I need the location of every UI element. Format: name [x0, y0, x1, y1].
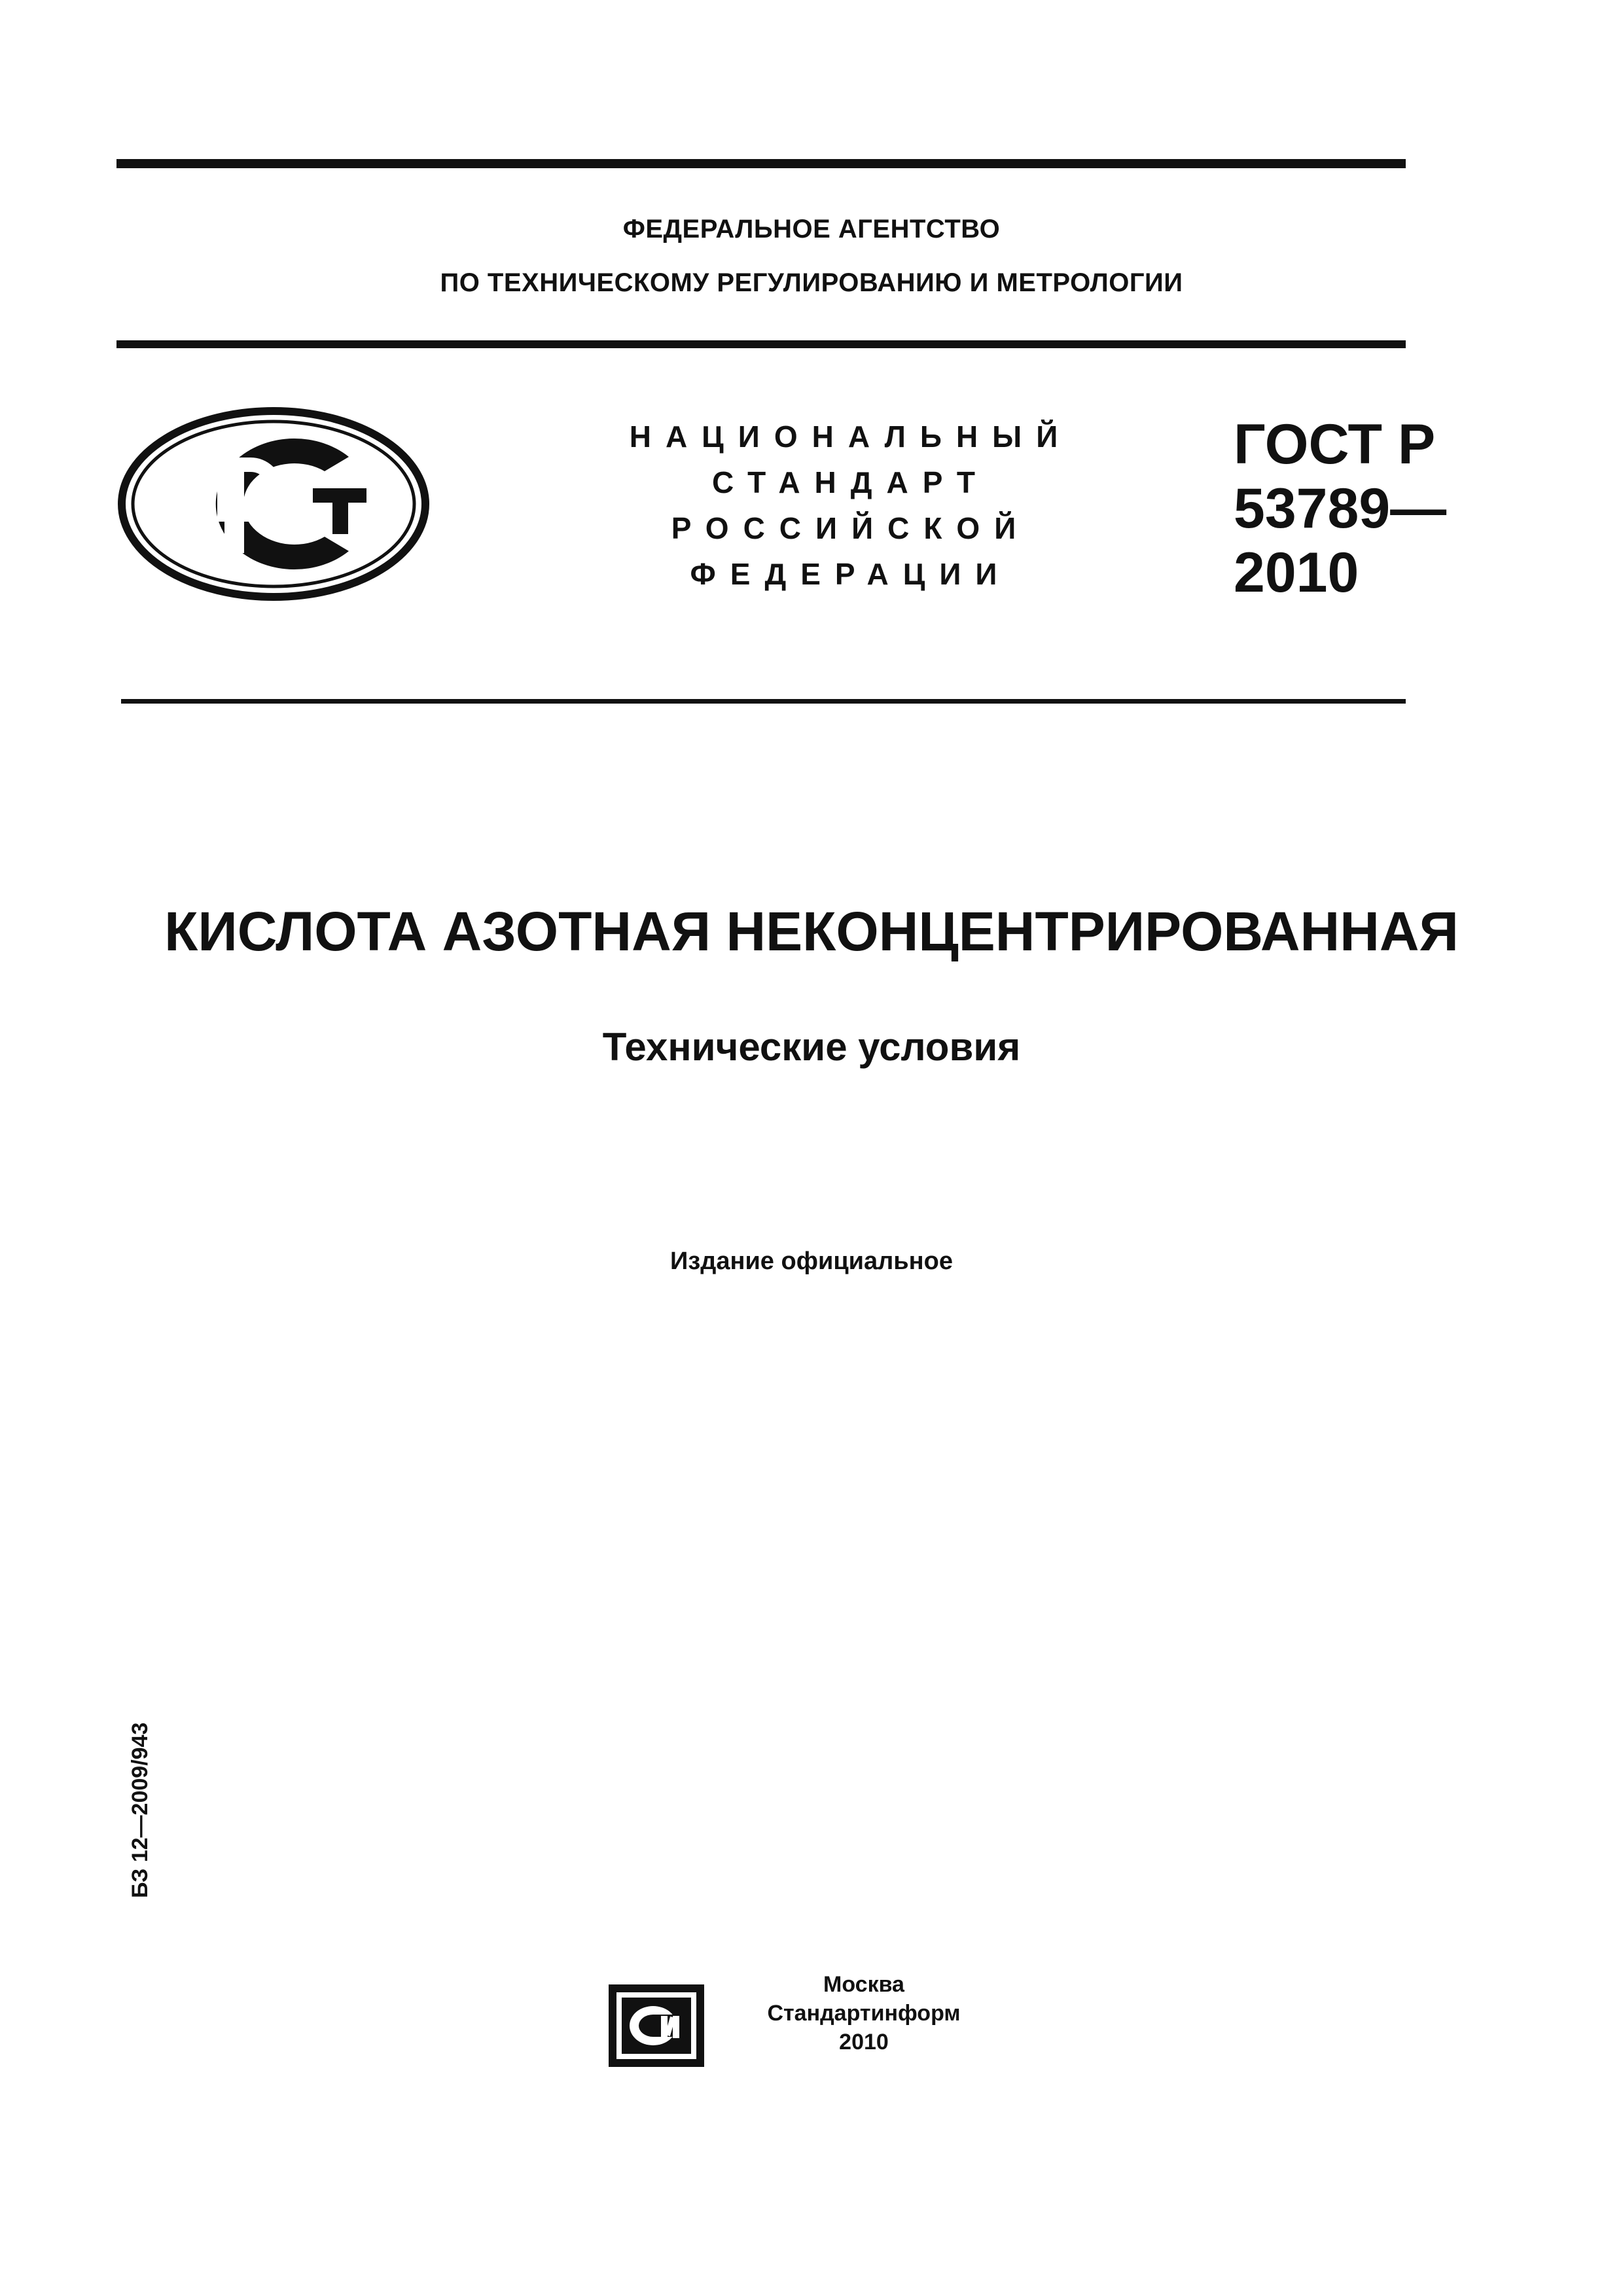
gost-line-3: 2010 — [1234, 541, 1359, 604]
national-line-4: ФЕДЕРАЦИИ — [690, 557, 1012, 591]
top-rule — [116, 159, 1406, 168]
standard-bottom-rule — [121, 699, 1406, 704]
side-code: БЗ 12—2009/943 — [128, 1722, 152, 1898]
edition-label: Издание официальное — [670, 1247, 953, 1275]
standartinform-logo — [607, 1983, 705, 2068]
gost-designation — [1234, 412, 1446, 605]
gost-line-2: 53789— — [1234, 477, 1447, 540]
document-subtitle: Технические условия — [602, 1025, 1021, 1069]
national-line-3: РОССИЙСКОЙ — [671, 511, 1031, 545]
agency-line-2: ПО ТЕХНИЧЕСКОМУ РЕГУЛИРОВАНИЮ И МЕТРОЛОГИИ — [440, 268, 1183, 297]
agency-line-1: ФЕДЕРАЛЬНОЕ АГЕНТСТВО — [622, 215, 1001, 243]
gost-line-1: ГОСТ Р — [1234, 413, 1436, 476]
document-title: КИСЛОТА АЗОТНАЯ НЕКОНЦЕНТРИРОВАННАЯ — [164, 901, 1459, 962]
publisher-name: Стандартинформ — [767, 2001, 961, 2026]
publisher-city: Москва — [823, 1972, 904, 1997]
publisher-year: 2010 — [839, 2030, 889, 2054]
publisher-block — [733, 1970, 995, 2056]
rst-logo — [116, 406, 431, 602]
national-standard-text — [582, 414, 1119, 597]
national-line-1: НАЦИОНАЛЬНЫЙ — [629, 420, 1073, 454]
national-line-2: СТАНДАРТ — [712, 465, 990, 499]
header-bottom-rule — [116, 340, 1406, 348]
